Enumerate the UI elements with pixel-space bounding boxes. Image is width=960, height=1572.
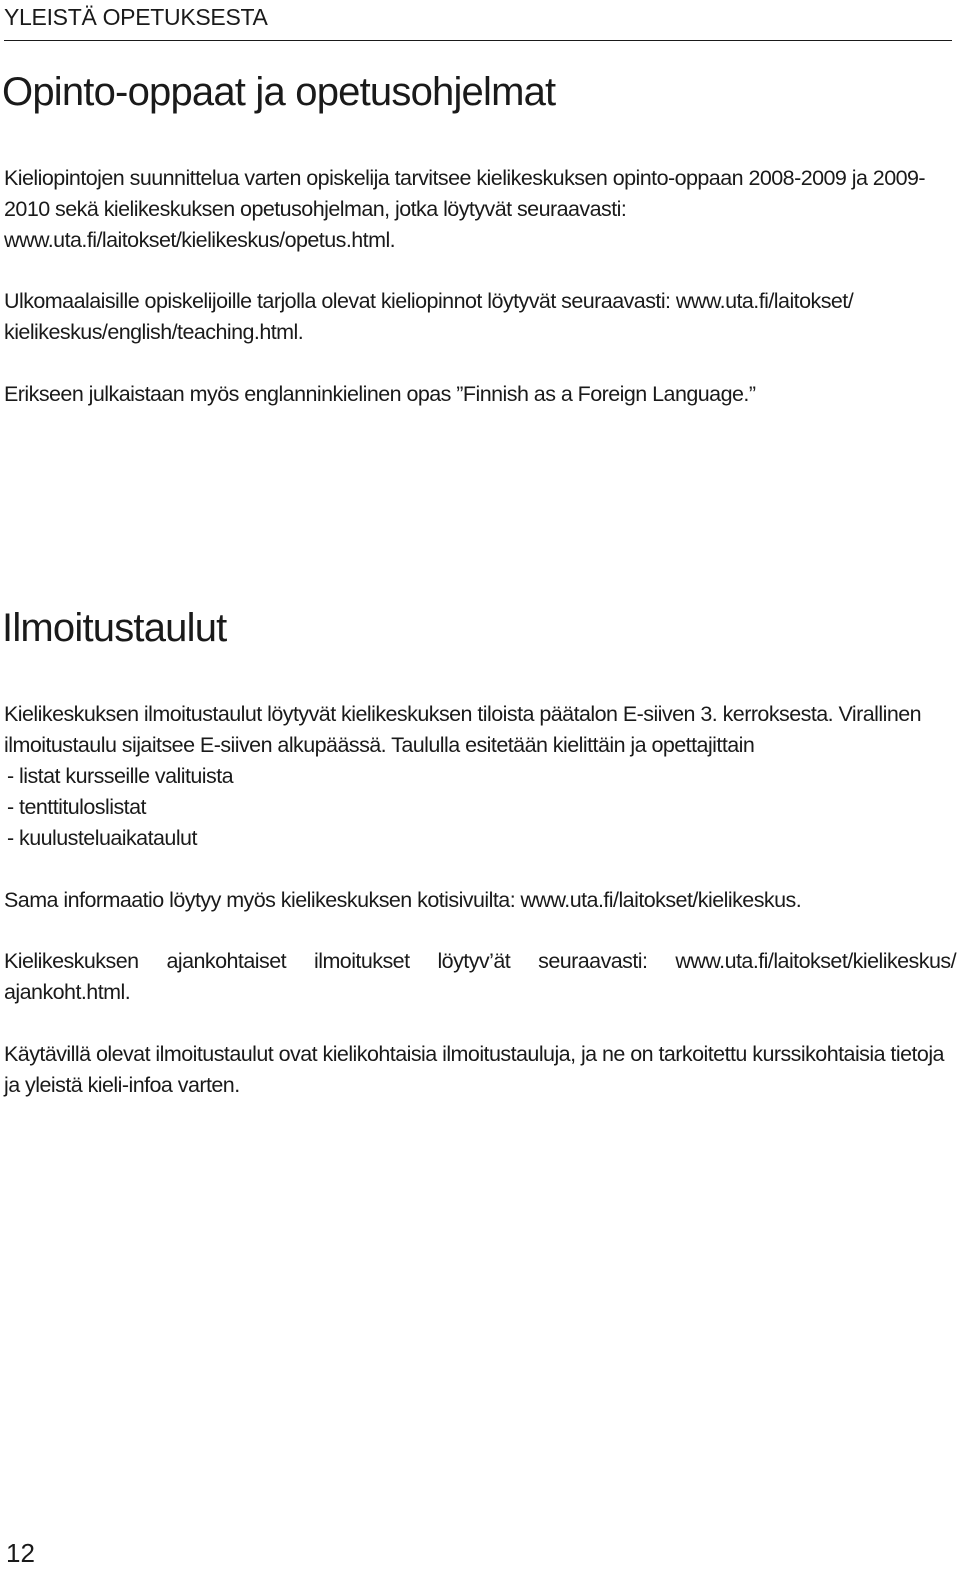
paragraph-text: Kielikeskuksen ajankohtaiset ilmoitukset löytyv’ät seuraavasti: www.uta.fi/laitokset/kielikeskus/ ajankoht.html. <box>4 949 956 1004</box>
list-item: - listat kursseille valituista <box>7 764 234 788</box>
running-header: YLEISTÄ OPETUKSESTA <box>4 4 268 30</box>
paragraph-text: Sama informaatio löytyy myös kielikeskuksen kotisivuilta: www.uta.fi/laitokset/kielikeskus. <box>4 888 802 912</box>
paragraph-text: Ulkomaalaisille opiskelijoille tarjolla olevat kieliopinnot löytyvät seuraavasti: www.uta.fi/laitokset/ kielikeskus/english/teaching.html. <box>4 289 854 344</box>
paragraph-foreign-students <box>4 286 956 348</box>
paragraph-text: Kieliopintojen suunnittelua varten opiskelija tarvitsee kielikeskuksen opinto-oppaan 2008-2009 ja 2009-2010 sekä kielikeskuksen opetusohjelman, jotka löytyvät seuraavasti: www.uta.fi/laitokset/kielikeskus/opetus.html. <box>4 166 926 252</box>
paragraph-current-notices <box>4 946 956 1008</box>
paragraph-corridor-boards <box>4 1039 956 1101</box>
paragraph-homepage-info <box>4 885 956 916</box>
header-rule <box>4 40 952 41</box>
section-title-study-guides: Opinto-oppaat ja opetusohjelmat <box>2 70 556 114</box>
paragraph-notice-boards <box>4 699 956 854</box>
paragraph-text: Erikseen julkaistaan myös englanninkielinen opas ”Finnish as a Foreign Language.” <box>4 382 756 406</box>
paragraph-text: Kielikeskuksen ilmoitustaulut löytyvät kielikeskuksen tiloista päätalon E-siiven 3. kerroksesta. Virallinen ilmoitustaulu sijaitsee E-siiven alkupäässä. Taululla esitetään kielittäin ja opettajittain <box>4 702 922 757</box>
list-item: - tenttituloslistat <box>7 795 146 819</box>
paragraph-text: Käytävillä olevat ilmoitustaulut ovat kielikohtaisia ilmoitustauluja, ja ne on tarkoitettu kurssikohtaisia tietoja ja yleistä kieli-infoa varten. <box>4 1042 944 1097</box>
section-title-notice-boards: Ilmoitustaulut <box>2 606 227 650</box>
paragraph-study-guides <box>4 163 956 256</box>
page-number: 12 <box>6 1538 35 1568</box>
list-item: - kuulusteluaikataulut <box>7 826 197 850</box>
paragraph-english-guide <box>4 379 956 410</box>
